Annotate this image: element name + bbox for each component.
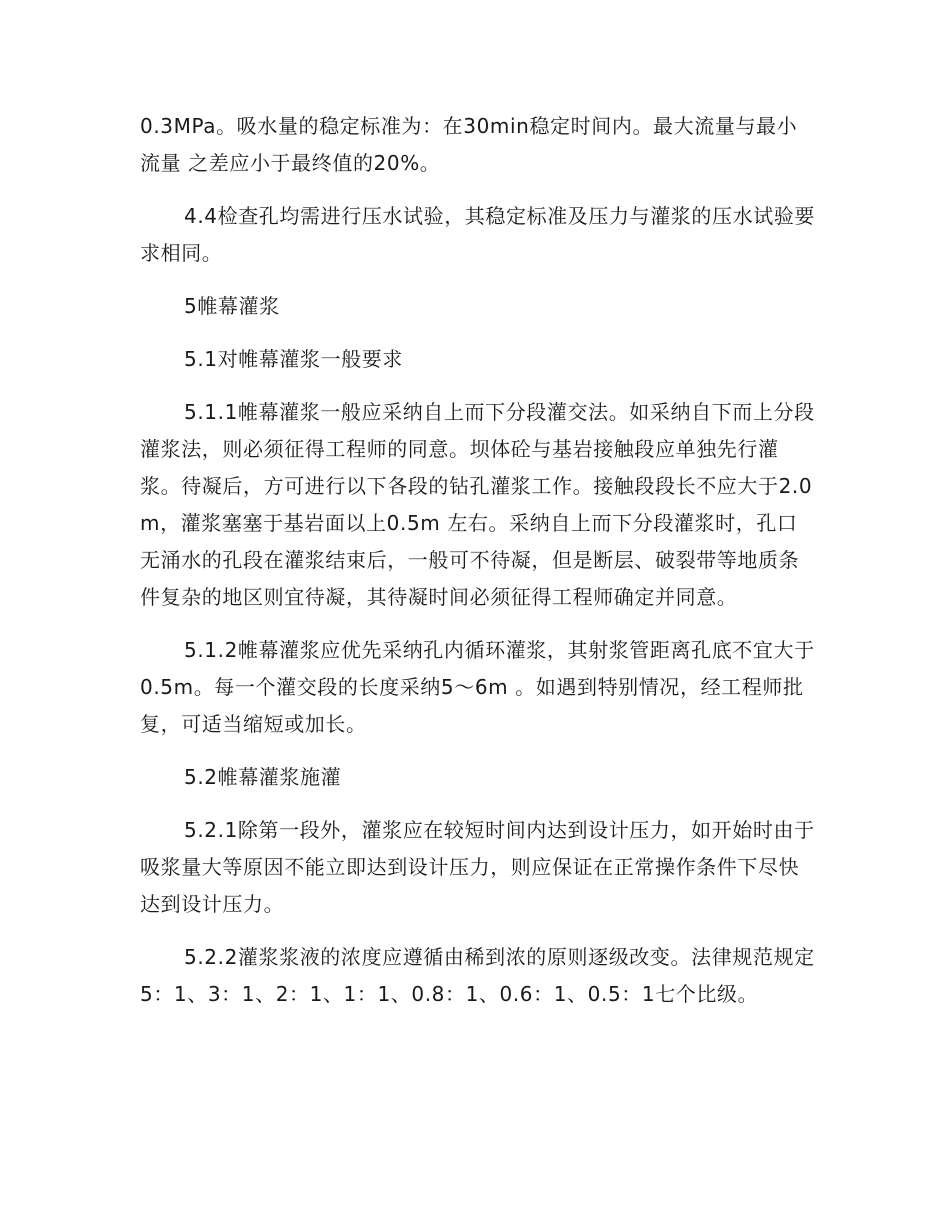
paragraph-5-1-2: 5.1.2帷幕灌浆应优先采纳孔内循环灌浆，其射浆管距离孔底不宜大于0.5m。每一个灌交段的长度采纳5～6m 。如遇到特别情况，经工程师批复，可适当缩短或加长。 [140,638,815,736]
heading-5-1-general-requirements: 5.1对帷幕灌浆一般要求 [184,347,404,371]
paragraph-5-2-2: 5.2.2灌浆浆液的浓度应遵循由稀到浓的原则逐级改变。法律规范规定5：1、3：1、2：1、1：1、0.8：1、0.6：1、0.5：1七个比级。 [140,945,815,1006]
heading-5-curtain-grouting: 5帷幕灌浆 [184,294,280,318]
paragraph-5-1-1: 5.1.1帷幕灌浆一般应采纳自上而下分段灌交法。如采纳自下而上分段灌浆法，则必须征得工程师的同意。坝体砼与基岩接触段应单独先行灌浆。待凝后，方可进行以下各段的钻孔灌浆工作。接触段段长不应大于2.0m，灌浆塞塞于基岩面以上0.5m 左右。采纳自上而下分段灌浆时，孔口无涌水的孔段在灌浆结束后，一般可不待凝，但是断层、破裂带等地质条件复杂的地区则宜待凝，其待凝时间必须征得工程师确定并同意。 [140,400,815,609]
paragraph-5-2-1: 5.2.1除第一段外，灌浆应在较短时间内达到设计压力，如开始时由于吸浆量大等原因不能立即达到设计压力，则应保证在正常操作条件下尽快达到设计压力。 [140,818,815,916]
document-body [140,108,815,1029]
heading-5-2-grouting-execution: 5.2帷幕灌浆施灌 [184,765,342,789]
paragraph-4-4-inspection-holes: 4.4检查孔均需进行压水试验，其稳定标准及压力与灌浆的压水试验要求相同。 [140,204,816,265]
paragraph-water-absorption-standard: 0.3MPa。吸水量的稳定标准为：在30min稳定时间内。最大流量与最小流量 之差应小于最终值的20%。 [140,114,798,175]
